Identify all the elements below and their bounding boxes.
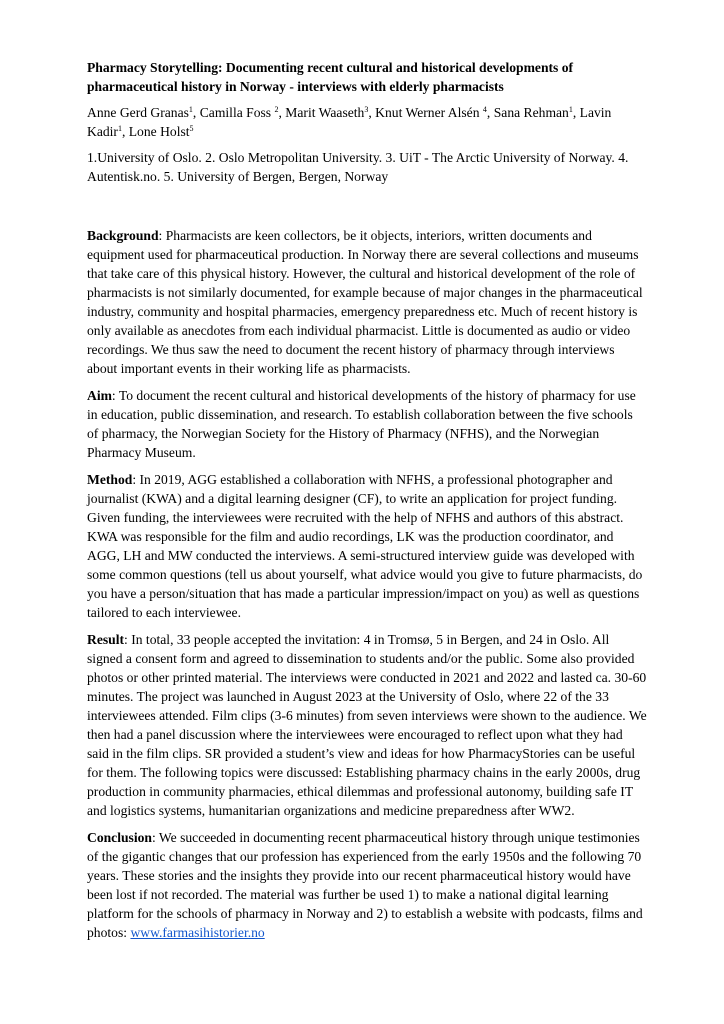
section-aim	[87, 386, 647, 462]
section-body: : In total, 33 people accepted the invitation: 4 in Tromsø, 5 in Bergen, and 24 in Oslo. All signed a consent form and agreed to dissemination to students and/or the public. Some also provided photos or other printed material. The interviews were conducted in 2021 and 2022 and lasted ca. 30-60 minutes. The project was launched in August 2023 at the University of Oslo, where 22 of the 33 interviewees attended. Film clips (3-6 minutes) from seven interviews were shown to the audience. We then had a panel discussion where the interviewees were encouraged to reflect upon what they had said in the film clips. SR provided a student’s view and ideas for how PharmacyStories can be useful for them. The following topics were discussed: Establishing pharmacy chains in the early 2000s, drug production in community pharmacies, ethical dilemmas and professional autonomy, building safe IT and logistics systems, humanitarian organizations and medicine preparedness after WW2.	[87, 632, 647, 818]
section-heading: Aim	[87, 388, 112, 403]
author: Anne Gerd Granas$^1$,	[87, 105, 200, 120]
section-conclusion	[87, 828, 647, 942]
section-body: : In 2019, AGG established a collaboration with NFHS, a professional photographer and journalist (KWA) and a digital learning designer (CF), to write an application for project funding. Given funding, the interviewees were recruited with the help of NFHS and authors of this abstract. KWA was responsible for the film and audio recordings, LK was the production coordinator, and AGG, LH and MW conducted the interviews. A semi-structured interview guide was developed with some common questions (tell us about yourself, what advice would you give to future pharmacists, do you have a person/situation that has made a particular impression/impact on you) as well as questions tailored to each interviewee.	[87, 472, 643, 620]
author: Sana Rehman$^1$,	[493, 105, 580, 120]
section-method	[87, 470, 647, 622]
section-heading: Conclusion	[87, 830, 152, 845]
section-body: : To document the recent cultural and historical developments of the history of pharmacy for use in education, public dissemination, and research. To establish collaboration between the five schools of pharmacy, the Norwegian Society for the History of Pharmacy (NFHS), and the Norwegian Pharmacy Museum.	[87, 388, 636, 460]
affiliations: 1.University of Oslo. 2. Oslo Metropolitan University. 3. UiT - The Arctic University of Norway. 4. Autentisk.no. 5. University of Bergen, Bergen, Norway	[87, 150, 629, 184]
author: Camilla Foss $^2$,	[199, 105, 286, 120]
paper-title: Pharmacy Storytelling: Documenting recent cultural and historical developments of pharmaceutical history in Norway - interviews with elderly pharmacists	[87, 60, 574, 94]
author: Lavin Kadir$^1$,	[87, 105, 612, 139]
section-heading: Background	[87, 228, 159, 243]
author-list	[87, 103, 647, 141]
author: Marit Waaseth$^3$,	[285, 105, 376, 120]
author: Lone Holst$^5$	[128, 124, 194, 139]
abstract-page	[87, 58, 647, 950]
section-background	[87, 226, 647, 378]
section-result	[87, 630, 647, 820]
section-body: : Pharmacists are keen collectors, be it objects, interiors, written documents and equipment used for pharmaceutical production. In Norway there are several collections and museums that take care of this physical history. However, the cultural and historical development of the role of pharmacists is not similarly documented, for example because of major changes in the pharmaceutical industry, community and hospital pharmacies, emergency preparedness etc. Much of recent history is only available as anecdotes from each individual pharmacist. Little is documented as audio or video recordings. We thus saw the need to document the recent history of pharmacy through interviews about important events in their working life as pharmacists.	[87, 228, 643, 376]
section-heading: Result	[87, 632, 125, 647]
section-body: : We succeeded in documenting recent pharmaceutical history through unique testimonies of the gigantic changes that our profession has experienced from the early 1950s and the following 70 years. These stories and the insights they provide into our recent pharmaceutical history would have been lost if not recorded. The material was further be used 1) to make a national digital learning platform for the schools of pharmacy in Norway and 2) to establish a website with podcasts, films and photos:	[87, 830, 643, 940]
author: Knut Werner Alsén $^4$,	[375, 105, 494, 120]
section-heading: Method	[87, 472, 133, 487]
website-link[interactable]: www.farmasihistorier.no	[130, 925, 265, 940]
